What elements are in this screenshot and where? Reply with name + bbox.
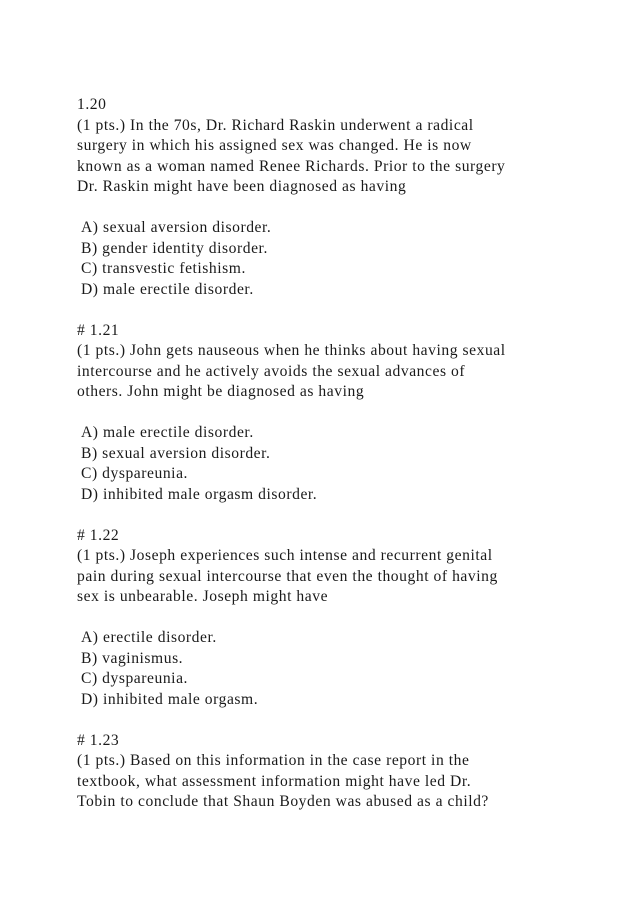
question-stem-line: sex is unbearable. Joseph might have [77,588,329,605]
question-stem-line: Dr. Raskin might have been diagnosed as having [77,178,407,195]
answer-option-a: A) male erectile disorder. [81,424,254,441]
question-number: # 1.22 [77,526,120,544]
question-stem-line: Tobin to conclude that Shaun Boyden was abused as a child? [77,793,489,810]
question-stem-line: textbook, what assessment information might have led Dr. [77,772,472,790]
question-stem-line: surgery in which his assigned sex was changed. He is now [77,137,472,154]
question-stem-line: others. John might be diagnosed as having [77,383,365,400]
question-number: 1.20 [77,96,107,113]
question-stem-line: intercourse and he actively avoids the sexual advances of [77,362,466,380]
answer-option-d: D) male erectile disorder. [81,280,254,298]
question-number: # 1.23 [77,731,120,749]
question-stem-line: (1 pts.) Joseph experiences such intense and recurrent genital [77,547,493,564]
question-stem-line: (1 pts.) Based on this information in the case report in the [77,752,470,769]
question-stem-line: (1 pts.) John gets nauseous when he thinks about having sexual [77,342,506,359]
answer-option-a: A) sexual aversion disorder. [81,219,272,236]
question-1-22 [77,526,617,711]
answer-option-a: A) erectile disorder. [81,629,217,646]
question-number: # 1.21 [77,321,120,339]
answer-option-d: D) inhibited male orgasm. [81,690,259,708]
answer-option-c: C) dyspareunia. [81,465,188,482]
answer-option-c: C) transvestic fetishism. [81,260,246,277]
answer-option-d: D) inhibited male orgasm disorder. [81,485,318,503]
question-1-20 [77,95,617,300]
answer-option-b: B) gender identity disorder. [81,239,268,257]
question-stem-line: pain during sexual intercourse that even the thought of having [77,567,498,585]
answer-options [77,218,617,300]
document-page [77,95,617,833]
question-stem-line: (1 pts.) In the 70s, Dr. Richard Raskin underwent a radical [77,116,474,134]
question-1-21 [77,321,617,506]
answer-option-c: C) dyspareunia. [81,670,188,687]
question-1-23 [77,731,617,813]
question-stem-line: known as a woman named Renee Richards. Prior to the surgery [77,157,506,175]
answer-option-b: B) sexual aversion disorder. [81,444,271,462]
answer-options [77,628,617,710]
answer-option-b: B) vaginismus. [81,649,184,667]
answer-options [77,423,617,505]
